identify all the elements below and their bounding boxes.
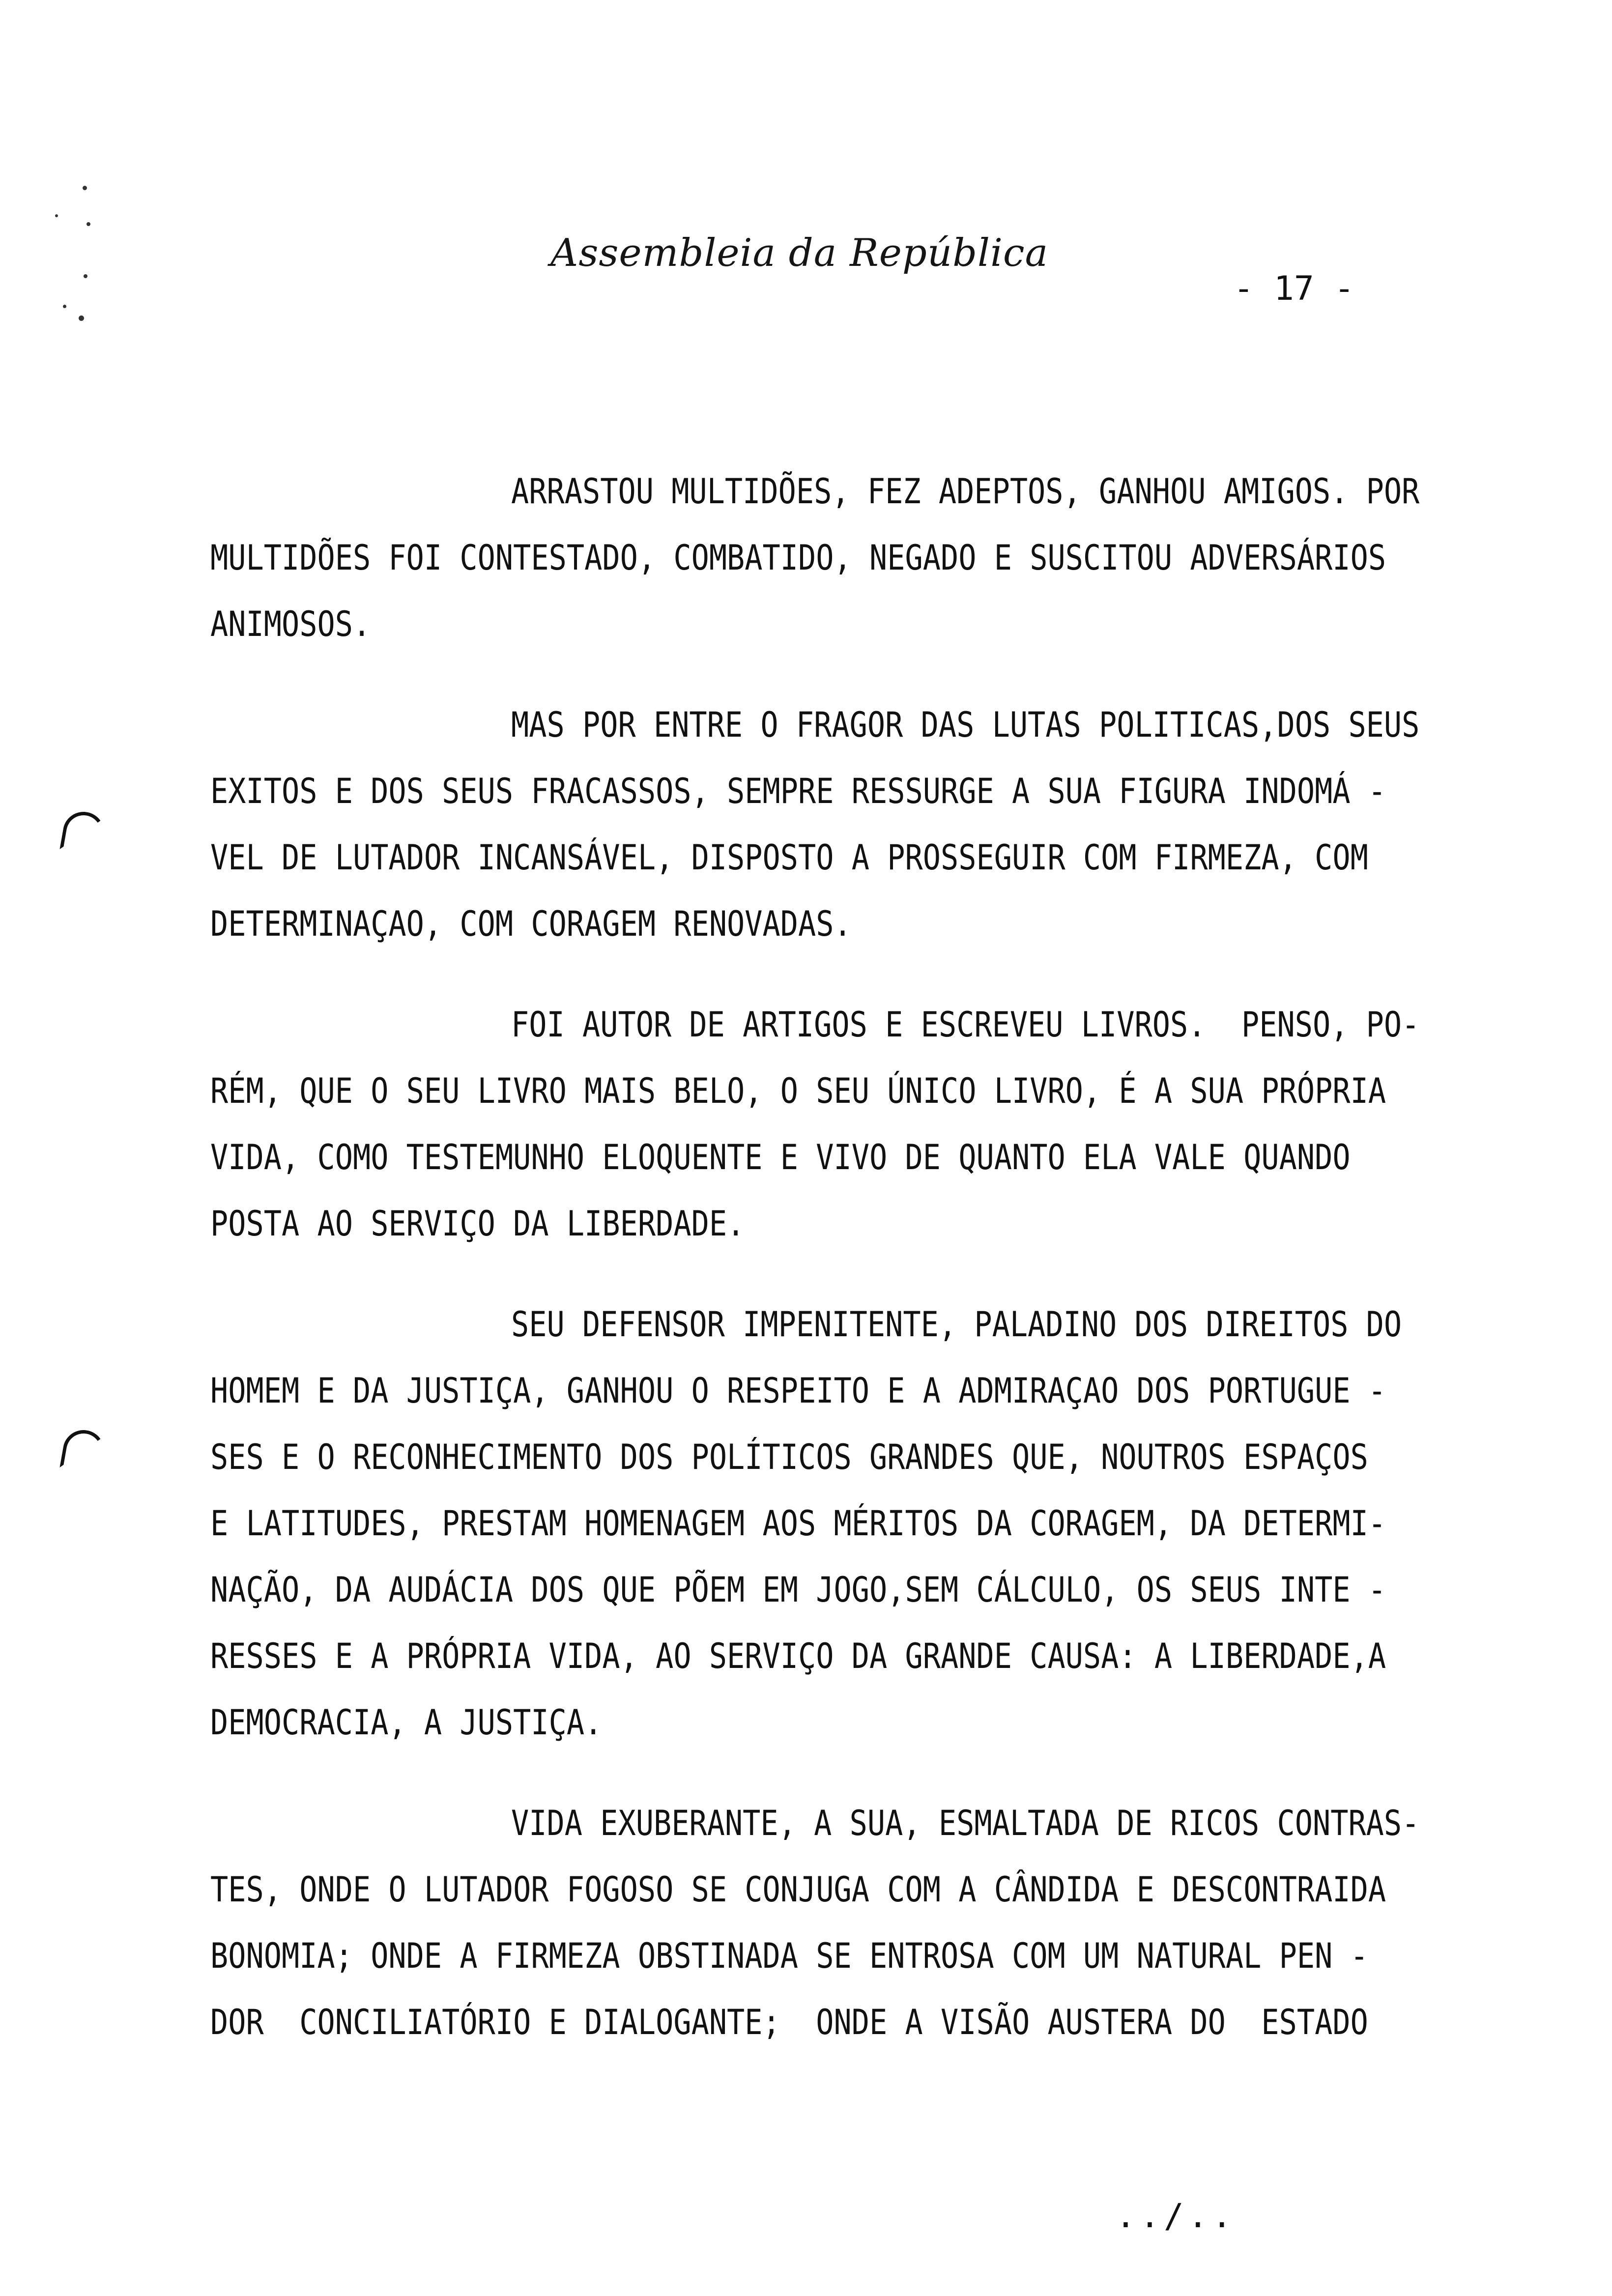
binder-hole-mark [59,1427,107,1474]
text-line: ANIMOSOS. [210,604,371,644]
text-line: E LATITUDES, PRESTAM HOMENAGEM AOS MÉRITOS DA CORAGEM, DA DETERMI- [210,1503,1386,1544]
text-line: TES, ONDE O LUTADOR FOGOSO SE CONJUGA COM A CÂNDIDA E DESCONTRAIDA [210,1869,1386,1910]
text-line: EXITOS E DOS SEUS FRACASSOS, SEMPRE RESSURGE A SUA FIGURA INDOMÁ - [210,771,1386,811]
text-line: RÉM, QUE O SEU LIVRO MAIS BELO, O SEU ÚNICO LIVRO, É A SUA PRÓPRIA [210,1071,1386,1111]
text-line: DOR CONCILIATÓRIO E DIALOGANTE; ONDE A VISÃO AUSTERA DO ESTADO [210,2002,1368,2042]
text-line: HOMEM E DA JUSTIÇA, GANHOU O RESPEITO E A ADMIRAÇAO DOS PORTUGUE - [210,1371,1386,1411]
text-line: SEU DEFENSOR IMPENITENTE, PALADINO DOS DIREITOS DO [511,1304,1402,1345]
text-line: MAS POR ENTRE O FRAGOR DAS LUTAS POLITICAS,DOS SEUS [511,705,1420,745]
margin-speck [63,305,66,308]
text-line: RESSES E A PRÓPRIA VIDA, AO SERVIÇO DA GRANDE CAUSA: A LIBERDADE,A [210,1636,1386,1676]
text-line: FOI AUTOR DE ARTIGOS E ESCREVEU LIVROS. PENSO, PO- [511,1004,1420,1045]
continuation-mark: ../.. [1116,2197,1236,2236]
text-line: ARRASTOU MULTIDÕES, FEZ ADEPTOS, GANHOU AMIGOS. POR [511,471,1420,512]
text-line: VIDA, COMO TESTEMUNHO ELOQUENTE E VIVO DE QUANTO ELA VALE QUANDO [210,1137,1351,1177]
margin-speck [83,186,87,190]
margin-speck [86,222,90,226]
margin-speck [84,274,87,278]
page-number: - 17 - [1234,269,1354,308]
binder-hole-mark [59,808,107,856]
margin-speck [79,316,84,321]
text-line: VEL DE LUTADOR INCANSÁVEL, DISPOSTO A PROSSEGUIR COM FIRMEZA, COM [210,837,1368,878]
letterhead-title: Assembleia da República [550,231,1049,275]
text-line: DEMOCRACIA, A JUSTIÇA. [210,1702,603,1743]
text-line: DETERMINAÇAO, COM CORAGEM RENOVADAS. [210,904,852,944]
text-line: NAÇÃO, DA AUDÁCIA DOS QUE PÕEM EM JOGO,SEM CÁLCULO, OS SEUS INTE - [210,1570,1386,1610]
text-line: POSTA AO SERVIÇO DA LIBERDADE. [210,1204,745,1244]
text-line: MULTIDÕES FOI CONTESTADO, COMBATIDO, NEGADO E SUSCITOU ADVERSÁRIOS [210,538,1386,578]
text-line: SES E O RECONHECIMENTO DOS POLÍTICOS GRANDES QUE, NOUTROS ESPAÇOS [210,1437,1368,1477]
text-line: BONOMIA; ONDE A FIRMEZA OBSTINADA SE ENTROSA COM UM NATURAL PEN - [210,1936,1368,1976]
text-line: VIDA EXUBERANTE, A SUA, ESMALTADA DE RICOS CONTRAS- [511,1803,1420,1843]
margin-speck [55,214,58,217]
